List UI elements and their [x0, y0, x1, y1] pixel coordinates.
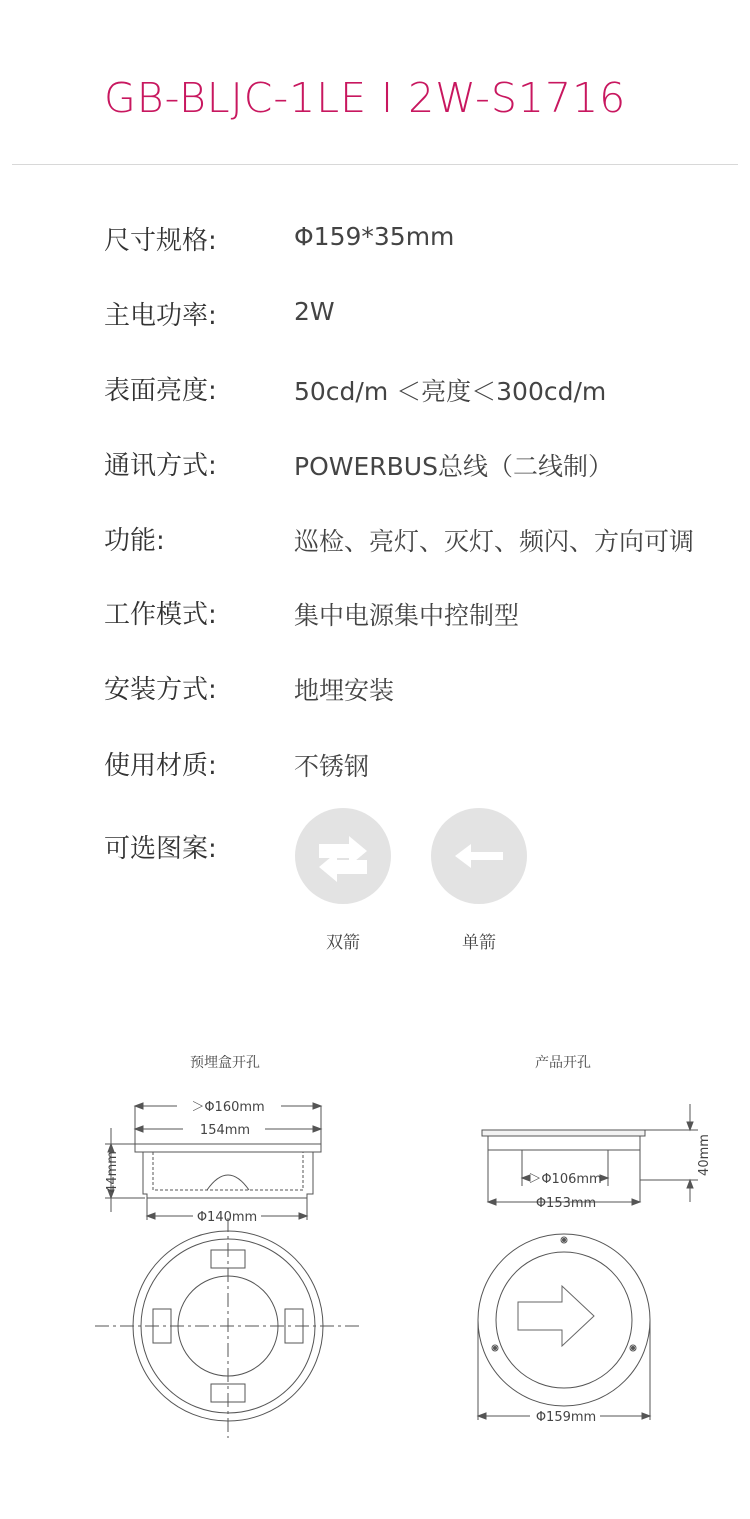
spec-label: 通讯方式: — [104, 451, 217, 481]
spec-row-installation — [104, 669, 744, 709]
spec-row-work-mode — [104, 594, 744, 634]
pattern-double-arrow[interactable] — [295, 808, 391, 904]
box-drawing-title: 预埋盒开孔 — [190, 1055, 260, 1071]
spec-label: 尺寸规格: — [104, 226, 217, 256]
product-technical-drawing — [470, 1090, 725, 1450]
dim-height-text: 44mm — [105, 1151, 120, 1193]
spec-label: 功能: — [104, 526, 165, 556]
dim-face-text: Φ159mm — [535, 1410, 597, 1425]
spec-row-communication — [104, 445, 744, 485]
spec-value: Φ159*35mm — [294, 222, 455, 251]
dim-inner-text: 154mm — [199, 1123, 251, 1138]
spec-row-brightness — [104, 370, 744, 410]
spec-row-function — [104, 520, 744, 560]
dim-outer-text: ＞Φ160mm — [191, 1100, 265, 1115]
spec-value: 50cd/m ＜亮度＜300cd/m — [294, 377, 607, 406]
pattern-single-arrow[interactable] — [431, 808, 527, 904]
spec-label: 工作模式: — [104, 600, 217, 630]
spec-label: 安装方式: — [104, 675, 217, 705]
pattern-label: 双箭 — [326, 933, 360, 953]
double-arrow-icon — [295, 808, 391, 904]
dim-bottom-text: Φ140mm — [196, 1210, 258, 1225]
header-divider — [12, 164, 738, 165]
spec-label: 表面亮度: — [104, 376, 217, 406]
spec-row-power — [104, 295, 744, 335]
spec-value: 地埋安装 — [294, 676, 395, 705]
spec-row-size — [104, 220, 744, 260]
product-model-title: GB-BLJC-1LE I 2W-S1716 — [104, 74, 627, 122]
spec-label: 使用材质: — [104, 751, 217, 781]
spec-value: 2W — [294, 297, 335, 326]
spec-row-material — [104, 745, 744, 785]
dim-body-text: Φ153mm — [535, 1196, 597, 1211]
spec-label: 可选图案: — [104, 834, 217, 864]
spec-row-patterns — [104, 828, 744, 868]
spec-value: 巡检、亮灯、灭灯、频闪、方向可调 — [294, 527, 695, 556]
dim-height-text: 40mm — [697, 1134, 712, 1176]
product-drawing-title: 产品开孔 — [535, 1055, 591, 1071]
spec-value: 集中电源集中控制型 — [294, 601, 520, 630]
spec-value: 不锈钢 — [294, 752, 370, 781]
left-arrow-icon — [431, 808, 527, 904]
pattern-label: 单箭 — [462, 933, 496, 953]
box-technical-drawing — [85, 1090, 375, 1450]
spec-value: POWERBUS总线（二线制） — [294, 452, 613, 481]
spec-label: 主电功率: — [104, 301, 217, 331]
dim-hole-text: ＞Φ106mm — [528, 1172, 602, 1187]
